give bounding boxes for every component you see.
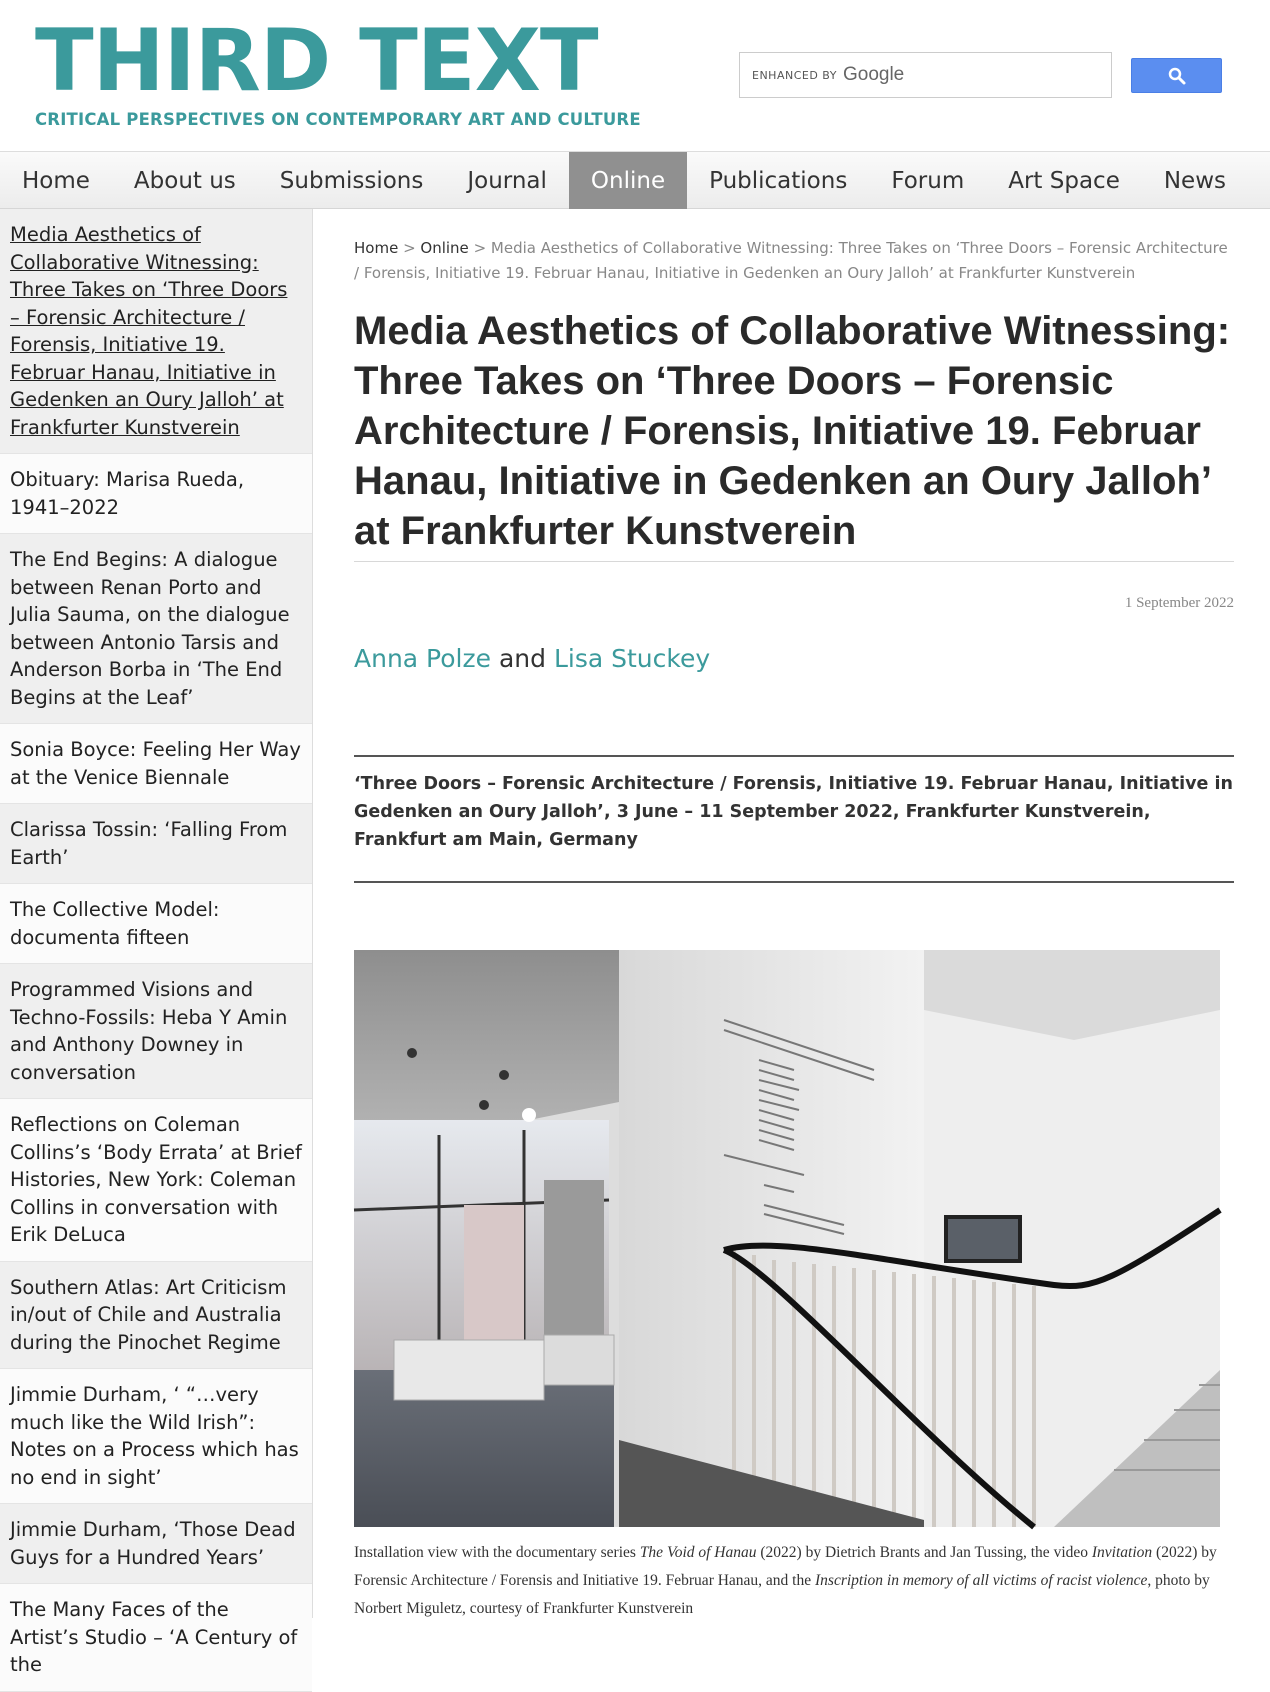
- nav-submissions[interactable]: Submissions: [279, 167, 424, 194]
- sidebar-item[interactable]: The Collective Model: documenta fifteen: [0, 884, 312, 964]
- sidebar-item[interactable]: Sonia Boyce: Feeling Her Way at the Venice Biennale: [0, 724, 312, 804]
- search-button[interactable]: [1131, 58, 1222, 93]
- sidebar-item[interactable]: The End Begins: A dialogue between Renan Porto and Julia Sauma, on the dialogue between Antonio Tarsis and Anderson Borba in ‘The End Begins at the Leaf’: [0, 534, 312, 724]
- sidebar-item[interactable]: Southern Atlas: Art Criticism in/out of Chile and Australia during the Pinochet Regime: [0, 1262, 312, 1370]
- article-authors: [354, 644, 1234, 673]
- search-input[interactable]: [739, 52, 1112, 98]
- review-info: ‘Three Doors – Forensic Architecture / Forensis, Initiative 19. Februar Hanau, Initiative in Gedenken an Oury Jalloh’, 3 June – 11 September 2022, Frankfurter Kunstverein, Frankfurt am Main, Germany: [354, 755, 1234, 883]
- figure-caption: [354, 1539, 1234, 1623]
- author-link[interactable]: Anna Polze: [354, 644, 491, 673]
- sidebar-item[interactable]: Obituary: Marisa Rueda, 1941–2022: [0, 454, 312, 534]
- sidebar-item[interactable]: Media Aesthetics of Collaborative Witnessing: Three Takes on ‘Three Doors – Forensic Architecture / Forensis, Initiative 19. Februar Hanau, Initiative in Gedenken an Oury Jalloh’ at Frankfurter Kunstverein: [0, 209, 312, 454]
- nav-journal[interactable]: Journal: [467, 167, 547, 194]
- nav-news[interactable]: News: [1163, 167, 1226, 194]
- sidebar-item[interactable]: Reflections on Coleman Collins’s ‘Body Errata’ at Brief Histories, New York: Coleman Collins in conversation with Erik DeLuca: [0, 1099, 312, 1262]
- nav-home[interactable]: Home: [22, 167, 90, 194]
- installation-photo-illustration: [354, 950, 1220, 1527]
- nav-forum[interactable]: Forum: [891, 167, 965, 194]
- caption-text: (2022) by Forensic Architecture / Forensis and Initiative 19. Februar Hanau, and the: [354, 1544, 1217, 1589]
- sidebar-item[interactable]: The Many Faces of the Artist’s Studio – ‘A Century of the: [0, 1584, 312, 1692]
- sidebar-item[interactable]: Programmed Visions and Techno-Fossils: Heba Y Amin and Anthony Downey in conversation: [0, 964, 312, 1099]
- nav-art-space[interactable]: Art Space: [1008, 167, 1120, 194]
- article-date: 1 September 2022: [1124, 595, 1234, 611]
- site-header: [0, 0, 1270, 151]
- breadcrumb-online[interactable]: Online: [420, 239, 469, 257]
- site-logo[interactable]: [35, 11, 641, 129]
- nav-publications[interactable]: Publications: [709, 167, 848, 194]
- breadcrumb: [354, 236, 1234, 286]
- main-content: [354, 209, 1234, 1623]
- installation-photo: [354, 950, 1220, 1527]
- breadcrumb-separator: >: [468, 239, 491, 257]
- nav-about-us[interactable]: About us: [133, 167, 236, 194]
- breadcrumb-current: Media Aesthetics of Collaborative Witnessing: Three Takes on ‘Three Doors – Forensic Architecture / Forensis, Initiative 19. Februar Hanau, Initiative in Gedenken an Oury Jalloh’ at Frankfurter Kunstverein: [354, 239, 1228, 282]
- caption-work-title: Invitation: [1091, 1544, 1153, 1561]
- search-enhanced-label: ENHANCED BY: [752, 68, 837, 82]
- author-conjunction: and: [498, 644, 546, 673]
- breadcrumb-home[interactable]: Home: [354, 239, 399, 257]
- search-icon: [1168, 67, 1186, 85]
- caption-work-title: The Void of Hanau: [639, 1544, 757, 1561]
- sidebar: [0, 209, 313, 1676]
- nav-online[interactable]: Online: [569, 152, 687, 209]
- author-link[interactable]: Lisa Stuckey: [553, 644, 711, 673]
- sidebar-item[interactable]: Clarissa Tossin: ‘Falling From Earth’: [0, 804, 312, 884]
- main-nav: [0, 151, 1270, 209]
- sidebar-item[interactable]: Jimmie Durham, ‘ “…very much like the Wild Irish”: Notes on a Process which has no end in sight’: [0, 1369, 312, 1504]
- search-google-label: Google: [842, 64, 905, 85]
- caption-work-title: Inscription in memory of all victims of racist violence: [815, 1572, 1148, 1589]
- caption-text: (2022) by Dietrich Brants and Jan Tussing, the video: [756, 1544, 1092, 1561]
- logo-title: THIRD TEXT: [35, 11, 598, 111]
- page-title: Media Aesthetics of Collaborative Witnessing: Three Takes on ‘Three Doors – Forensic Architecture / Forensis, Initiative 19. Februar Hanau, Initiative in Gedenken an Oury Jalloh’ at Frankfurter Kunstverein: [354, 306, 1234, 562]
- caption-text: Installation view with the documentary series: [354, 1544, 640, 1561]
- logo-subtitle: CRITICAL PERSPECTIVES ON CONTEMPORARY ART AND CULTURE: [35, 110, 641, 129]
- breadcrumb-separator: >: [398, 239, 421, 257]
- caption-text: , photo by Norbert Miguletz, courtesy of Frankfurter Kunstverein: [354, 1572, 1210, 1617]
- sidebar-item[interactable]: Jimmie Durham, ‘Those Dead Guys for a Hundred Years’: [0, 1504, 312, 1584]
